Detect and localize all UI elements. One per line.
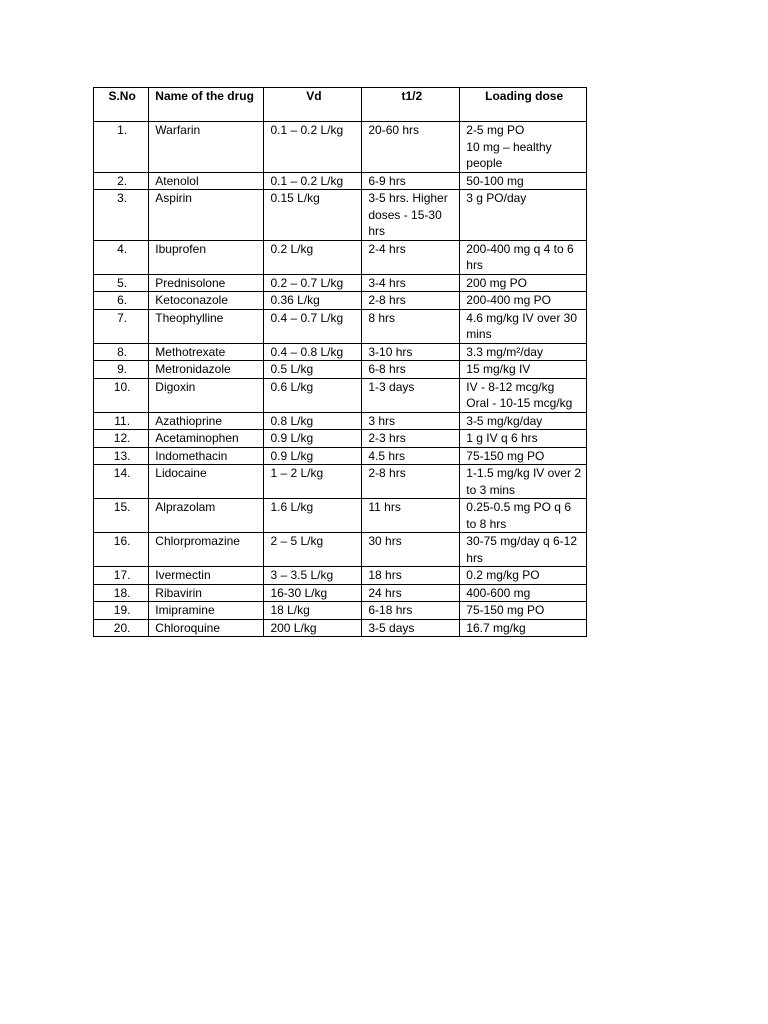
- loading-dose-line: 400-600 mg: [466, 585, 531, 600]
- cell-vd: 0.2 – 0.7 L/kg: [264, 274, 362, 292]
- cell-drug-name: Ketoconazole: [149, 292, 264, 310]
- cell-vd: 0.1 – 0.2 L/kg: [264, 172, 362, 190]
- cell-half-life: 24 hrs: [362, 584, 460, 602]
- cell-loading-dose: [460, 619, 587, 637]
- cell-loading-dose: [460, 190, 587, 241]
- cell-vd: 0.6 L/kg: [264, 378, 362, 412]
- cell-sno: 16.: [94, 533, 149, 567]
- cell-vd: 0.5 L/kg: [264, 361, 362, 379]
- cell-loading-dose: [460, 343, 587, 361]
- table-row: [94, 122, 587, 173]
- cell-sno: 2.: [94, 172, 149, 190]
- cell-sno: 8.: [94, 343, 149, 361]
- loading-dose-line: 4.6 mg/kg IV over 30 mins: [466, 310, 577, 341]
- cell-half-life: 30 hrs: [362, 533, 460, 567]
- loading-dose-line: 1 g IV q 6 hrs: [466, 431, 538, 445]
- loading-dose-line: 10 mg – healthy people: [466, 139, 552, 170]
- cell-sno: 15.: [94, 499, 149, 533]
- table-row: [94, 499, 587, 533]
- cell-sno: 3.: [94, 190, 149, 241]
- loading-dose-line: IV - 8-12 mcg/kg: [466, 379, 555, 394]
- cell-sno: 10.: [94, 378, 149, 412]
- cell-loading-dose: [460, 172, 587, 190]
- cell-sno: 9.: [94, 361, 149, 379]
- loading-dose-line: 200 mg PO: [466, 275, 527, 290]
- cell-vd: 0.1 – 0.2 L/kg: [264, 122, 362, 173]
- cell-loading-dose: [460, 412, 587, 430]
- cell-drug-name: Chlorpromazine: [149, 533, 264, 567]
- cell-sno: 5.: [94, 274, 149, 292]
- cell-drug-name: Acetaminophen: [149, 430, 264, 448]
- header-drug-name: Name of the drug: [149, 88, 264, 122]
- cell-vd: 2 – 5 L/kg: [264, 533, 362, 567]
- cell-loading-dose: [460, 499, 587, 533]
- cell-half-life: 2-3 hrs: [362, 430, 460, 448]
- cell-vd: 3 – 3.5 L/kg: [264, 567, 362, 585]
- table-row: [94, 378, 587, 412]
- cell-half-life: 18 hrs: [362, 567, 460, 585]
- cell-sno: 4.: [94, 240, 149, 274]
- cell-vd: 0.4 – 0.8 L/kg: [264, 343, 362, 361]
- cell-sno: 20.: [94, 619, 149, 637]
- cell-drug-name: Methotrexate: [149, 343, 264, 361]
- loading-dose-line: 50-100 mg: [466, 173, 524, 188]
- cell-drug-name: Indomethacin: [149, 447, 264, 465]
- table-row: [94, 584, 587, 602]
- cell-drug-name: Azathioprine: [149, 412, 264, 430]
- loading-dose-line: 75-150 mg PO: [466, 603, 545, 617]
- header-sno: S.No: [94, 88, 149, 122]
- loading-dose-line: 2-5 mg PO: [466, 123, 525, 137]
- table-row: [94, 447, 587, 465]
- table-row: [94, 190, 587, 241]
- cell-loading-dose: [460, 122, 587, 173]
- table-row: [94, 430, 587, 448]
- cell-half-life: 3-5 hrs. Higher doses - 15-30 hrs: [362, 190, 460, 241]
- cell-loading-dose: [460, 361, 587, 379]
- cell-sno: 1.: [94, 122, 149, 173]
- cell-vd: 0.15 L/kg: [264, 190, 362, 241]
- cell-drug-name: Ibuprofen: [149, 240, 264, 274]
- cell-sno: 19.: [94, 602, 149, 620]
- cell-vd: 0.9 L/kg: [264, 447, 362, 465]
- cell-drug-name: Prednisolone: [149, 274, 264, 292]
- cell-loading-dose: [460, 584, 587, 602]
- loading-dose-line: 30-75 mg/day q 6-12 hrs: [466, 534, 578, 565]
- cell-loading-dose: [460, 533, 587, 567]
- cell-drug-name: Ivermectin: [149, 567, 264, 585]
- cell-vd: 0.9 L/kg: [264, 430, 362, 448]
- cell-half-life: 6-8 hrs: [362, 361, 460, 379]
- table-row: [94, 602, 587, 620]
- table-row: [94, 274, 587, 292]
- drug-pharmacokinetics-table: [93, 87, 587, 637]
- table-row: [94, 172, 587, 190]
- cell-vd: 200 L/kg: [264, 619, 362, 637]
- table-row: [94, 292, 587, 310]
- table-row: [94, 412, 587, 430]
- cell-sno: 13.: [94, 447, 149, 465]
- cell-half-life: 20-60 hrs: [362, 122, 460, 173]
- table-body: [94, 122, 587, 637]
- loading-dose-line: 200-400 mg q 4 to 6 hrs: [466, 241, 574, 272]
- cell-loading-dose: [460, 602, 587, 620]
- cell-drug-name: Aspirin: [149, 190, 264, 241]
- cell-vd: 18 L/kg: [264, 602, 362, 620]
- cell-half-life: 2-4 hrs: [362, 240, 460, 274]
- cell-sno: 12.: [94, 430, 149, 448]
- cell-sno: 17.: [94, 567, 149, 585]
- cell-drug-name: Imipramine: [149, 602, 264, 620]
- loading-dose-line: Oral - 10-15 mcg/kg: [466, 396, 573, 410]
- cell-drug-name: Chloroquine: [149, 619, 264, 637]
- cell-sno: 14.: [94, 465, 149, 499]
- cell-drug-name: Alprazolam: [149, 499, 264, 533]
- loading-dose-line: 0.2 mg/kg PO: [466, 568, 540, 582]
- table-row: [94, 240, 587, 274]
- table-row: [94, 465, 587, 499]
- cell-half-life: 2-8 hrs: [362, 292, 460, 310]
- loading-dose-line: 15 mg/kg IV: [466, 362, 531, 376]
- cell-drug-name: Digoxin: [149, 378, 264, 412]
- table-row: [94, 343, 587, 361]
- cell-loading-dose: [460, 309, 587, 343]
- table-row: [94, 533, 587, 567]
- loading-dose-line: 1-1.5 mg/kg IV over 2 to 3 mins: [466, 466, 581, 497]
- cell-sno: 6.: [94, 292, 149, 310]
- cell-loading-dose: [460, 430, 587, 448]
- cell-vd: 0.36 L/kg: [264, 292, 362, 310]
- cell-half-life: 6-18 hrs: [362, 602, 460, 620]
- cell-sno: 18.: [94, 584, 149, 602]
- cell-sno: 7.: [94, 309, 149, 343]
- cell-vd: 0.4 – 0.7 L/kg: [264, 309, 362, 343]
- table-header-row: [94, 88, 587, 122]
- loading-dose-line: 16.7 mg/kg: [466, 620, 526, 635]
- cell-half-life: 3-10 hrs: [362, 343, 460, 361]
- loading-dose-line: 3-5 mg/kg/day: [466, 413, 543, 428]
- cell-loading-dose: [460, 378, 587, 412]
- loading-dose-line: 200-400 mg PO: [466, 293, 551, 307]
- cell-drug-name: Metronidazole: [149, 361, 264, 379]
- cell-loading-dose: [460, 567, 587, 585]
- cell-loading-dose: [460, 240, 587, 274]
- cell-drug-name: Ribavirin: [149, 584, 264, 602]
- loading-dose-line: 75-150 mg PO: [466, 448, 545, 463]
- header-half-life: t1/2: [362, 88, 460, 122]
- loading-dose-line: 3 g PO/day: [466, 191, 527, 205]
- cell-half-life: 1-3 days: [362, 378, 460, 412]
- cell-drug-name: Theophylline: [149, 309, 264, 343]
- cell-half-life: 3-5 days: [362, 619, 460, 637]
- cell-half-life: 3 hrs: [362, 412, 460, 430]
- cell-loading-dose: [460, 465, 587, 499]
- cell-half-life: 3-4 hrs: [362, 274, 460, 292]
- table-row: [94, 619, 587, 637]
- cell-half-life: 6-9 hrs: [362, 172, 460, 190]
- cell-half-life: 2-8 hrs: [362, 465, 460, 499]
- loading-dose-line: 0.25-0.5 mg PO q 6 to 8 hrs: [466, 500, 571, 531]
- cell-vd: 1.6 L/kg: [264, 499, 362, 533]
- cell-drug-name: Warfarin: [149, 122, 264, 173]
- cell-vd: 16-30 L/kg: [264, 584, 362, 602]
- cell-vd: 0.2 L/kg: [264, 240, 362, 274]
- cell-drug-name: Atenolol: [149, 172, 264, 190]
- cell-vd: 1 – 2 L/kg: [264, 465, 362, 499]
- cell-loading-dose: [460, 292, 587, 310]
- cell-drug-name: Lidocaine: [149, 465, 264, 499]
- table-row: [94, 361, 587, 379]
- cell-half-life: 4.5 hrs: [362, 447, 460, 465]
- table-row: [94, 309, 587, 343]
- table-row: [94, 567, 587, 585]
- cell-sno: 11.: [94, 412, 149, 430]
- loading-dose-line: 3.3 mg/m²/day: [466, 344, 543, 359]
- header-loading-dose: Loading dose: [460, 88, 587, 122]
- header-vd: Vd: [264, 88, 362, 122]
- cell-half-life: 11 hrs: [362, 499, 460, 533]
- cell-loading-dose: [460, 274, 587, 292]
- cell-half-life: 8 hrs: [362, 309, 460, 343]
- cell-vd: 0.8 L/kg: [264, 412, 362, 430]
- cell-loading-dose: [460, 447, 587, 465]
